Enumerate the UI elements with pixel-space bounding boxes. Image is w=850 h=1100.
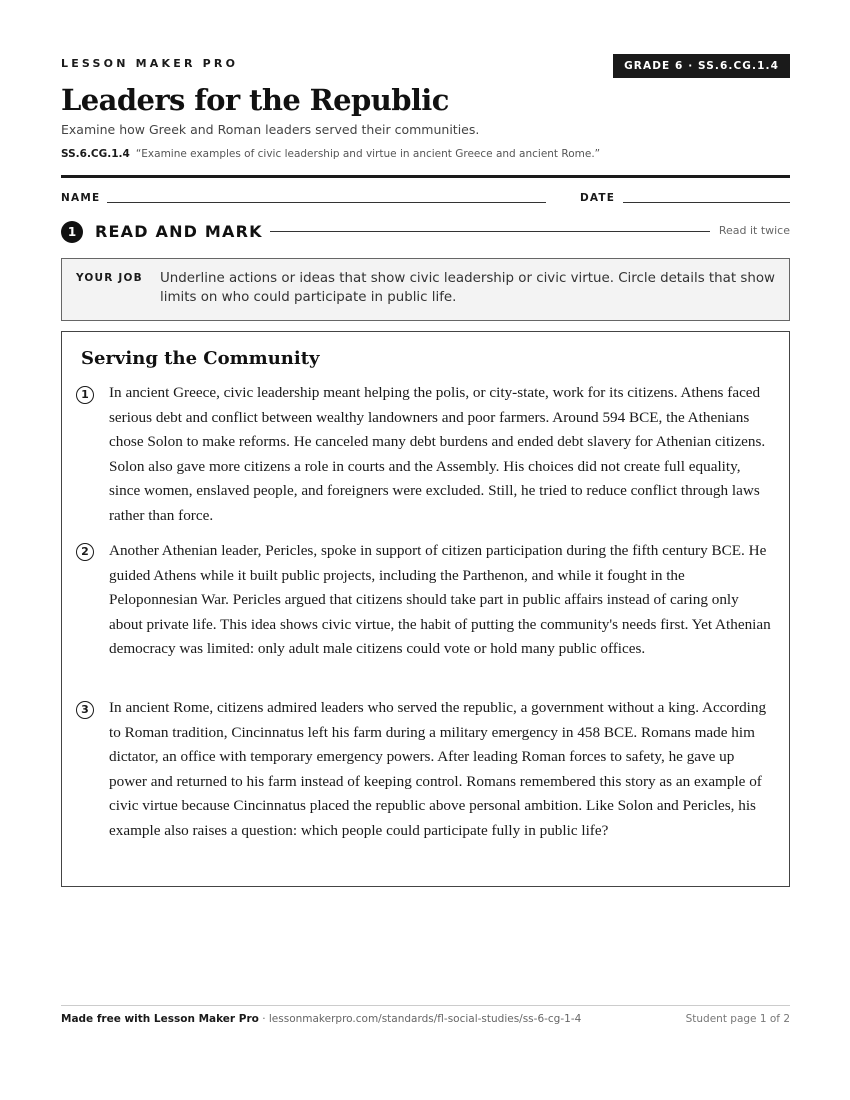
instructions-box [61, 258, 790, 321]
paragraph-number: 1 [76, 386, 94, 404]
date-label: DATE [580, 192, 616, 204]
section-note: Read it twice [718, 224, 790, 237]
page-title: Leaders for the Republic [61, 83, 449, 117]
name-label: NAME [61, 192, 101, 204]
paragraph-number: 3 [76, 701, 94, 719]
grade-badge: GRADE 6 · SS.6.CG.1.4 [613, 54, 790, 78]
standard-statement [61, 148, 600, 160]
page-indicator: Student page 1 of 2 [685, 1013, 790, 1025]
passage-paragraph: In ancient Rome, citizens admired leaders who served the republic, a government without a king. According to Roman tradition, Cincinnatus left his farm during a military emergency in 458 BCE. Romans made him dictator, an office with temporary emergency powers. After leading Roman forces to safety, he gave up power and returned to his farm instead of keeping control. Romans remembered this story as an example of civic virtue because Cincinnatus placed the republic above personal ambition. Like Solon and Pericles, his example also raises a question: which people could participate fully in public life? [109, 699, 767, 839]
name-field[interactable] [107, 202, 546, 203]
section-heading: READ AND MARK [95, 222, 263, 241]
instructions-label: YOUR JOB [76, 272, 143, 284]
brand-name: LESSON MAKER PRO [61, 57, 239, 70]
passage-title: Serving the Community [81, 348, 320, 369]
footer-url: · lessonmakerpro.com/standards/fl-social-studies/ss-6-cg-1-4 [258, 1013, 582, 1025]
reading-passage [61, 331, 790, 887]
header-divider [61, 175, 790, 178]
footer-credit [61, 1013, 581, 1025]
date-field[interactable] [623, 202, 790, 203]
footer-made-with: Made free with Lesson Maker Pro [61, 1013, 259, 1025]
instructions-text: Underline actions or ideas that show civic leadership or civic virtue. Circle details that show limits on who could participate in public life. [160, 271, 775, 305]
passage-paragraph: In ancient Greece, civic leadership meant helping the polis, or city-state, work for its citizens. Athens faced serious debt and conflict between wealthy landowners and poor farmers. Around 594 BCE, the Athenians chose Solon to make reforms. He canceled many debt burdens and ended debt slavery for Athenian citizens. Solon also gave more citizens a role in courts and the Assembly. His choices did not create full equality, since women, enslaved people, and foreigners were excluded. Still, he tried to reduce conflict through laws rather than force. [109, 384, 766, 524]
page-subtitle: Examine how Greek and Roman leaders served their communities. [61, 122, 480, 137]
paragraph-number: 2 [76, 543, 94, 561]
standard-text: “Examine examples of civic leadership and virtue in ancient Greece and ancient Rome.” [135, 148, 601, 160]
standard-code: SS.6.CG.1.4 [61, 148, 130, 160]
step-number-badge: 1 [61, 221, 83, 243]
section-divider [270, 231, 710, 232]
passage-paragraph: Another Athenian leader, Pericles, spoke in support of citizen participation during the fifth century BCE. He guided Athens while it built public projects, including the Parthenon, and while it fought in the Peloponnesian War. Pericles argued that citizens should take part in public affairs instead of caring only about private life. This idea shows civic virtue, the habit of putting the community's needs first. Yet Athenian democracy was limited: only adult male citizens could vote or hold many public offices. [109, 542, 771, 658]
footer-divider [61, 1005, 790, 1006]
worksheet-page [61, 0, 790, 1100]
